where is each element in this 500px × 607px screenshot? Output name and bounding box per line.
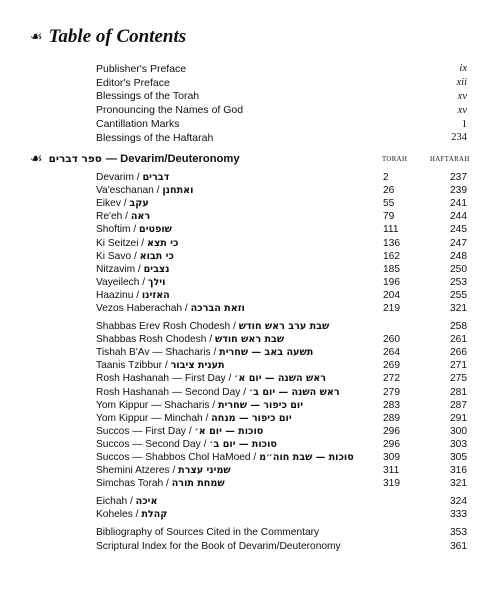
- torah-page: 264: [383, 347, 400, 359]
- toc-label-english: Yom Kippur — Shacharis /: [96, 399, 216, 411]
- toc-row: [96, 386, 467, 399]
- haftarah-page: 275: [450, 373, 467, 385]
- haftarah-page: 271: [450, 360, 467, 372]
- toc-label-english: Rosh Hashanah — Second Day /: [96, 386, 247, 398]
- toc-row: [96, 236, 467, 249]
- front-matter-row: [96, 131, 467, 145]
- toc-row: [96, 210, 467, 223]
- toc-row: [96, 184, 467, 197]
- torah-page: 79: [383, 211, 395, 223]
- toc-label-english: Tishah B'Av — Shacharis /: [96, 347, 217, 359]
- toc-label-hebrew: עקב: [129, 198, 149, 210]
- toc-label-hebrew: נצבים: [143, 263, 170, 275]
- toc-label-english: Koheles /: [96, 509, 139, 521]
- toc-label-hebrew: קהלת: [141, 509, 168, 521]
- torah-page: 26: [383, 185, 395, 197]
- torah-page: 196: [383, 276, 400, 288]
- toc-label: [96, 251, 381, 262]
- torah-page: 269: [383, 360, 400, 372]
- toc-label-english: Shabbas Erev Rosh Chodesh /: [96, 321, 236, 333]
- toc-label-english: Shabbas Rosh Chodesh /: [96, 334, 213, 346]
- page-title: Table of Contents: [48, 26, 187, 47]
- toc-label-hebrew: איכה: [135, 496, 158, 508]
- haftarah-page: 245: [450, 224, 467, 236]
- toc-label-english: Eikev /: [96, 198, 127, 210]
- haftarah-page: 281: [450, 386, 467, 398]
- torah-page: 319: [383, 478, 400, 490]
- toc-row: [96, 359, 467, 372]
- haftarah-page: 261: [450, 334, 467, 346]
- toc-label-english: Bibliography of Sources Cited in the Commentary: [96, 527, 320, 539]
- toc-row: [96, 425, 467, 438]
- toc-label-english: Scriptural Index for the Book of Devarim/Deuteronomy: [96, 540, 341, 552]
- toc-row: [96, 451, 467, 464]
- toc-label-english: Devarim /: [96, 172, 140, 184]
- toc-row: [96, 346, 467, 359]
- toc-label-english: Vayeilech /: [96, 276, 146, 288]
- toc-row: [96, 171, 467, 184]
- toc-row: [96, 540, 467, 553]
- column-header-torah: TORAH: [382, 156, 408, 163]
- toc-label-english: Ki Seitzei /: [96, 237, 145, 249]
- toc-label-hebrew: שופטים: [139, 224, 172, 236]
- toc-label-english: Ki Savo /: [96, 250, 137, 262]
- toc-label-english: Re'eh /: [96, 211, 128, 223]
- toc-label: [96, 238, 381, 249]
- torah-page: 2: [383, 172, 389, 184]
- torah-page: 311: [383, 465, 400, 477]
- toc-row: [96, 289, 467, 302]
- toc-label-hebrew: וילך: [147, 276, 166, 288]
- toc-label-hebrew: וזאת הברכה: [190, 302, 245, 314]
- toc-label-english: Haazinu /: [96, 289, 140, 301]
- toc-label-hebrew: כי תבוא: [139, 250, 174, 262]
- torah-page: 283: [383, 399, 400, 411]
- toc-label: [96, 478, 381, 489]
- fleuron-icon: ☙: [30, 151, 43, 167]
- toc-label: [96, 303, 381, 314]
- toc-row: [96, 320, 467, 333]
- toc-label-hebrew: סוכות — יום ב׳: [209, 438, 277, 450]
- torah-page: 111: [383, 224, 399, 236]
- toc-label: [96, 426, 381, 437]
- toc-label-hebrew: שמיני עצרת: [178, 465, 231, 477]
- haftarah-page: 316: [450, 465, 467, 477]
- front-matter-list: [96, 62, 467, 145]
- haftarah-page: 258: [450, 321, 467, 333]
- title-row: [30, 26, 186, 48]
- toc-label: [96, 509, 381, 520]
- toc-label: [96, 439, 381, 450]
- toc-label: [96, 413, 381, 424]
- toc-label-hebrew: שמחת תורה: [171, 478, 225, 490]
- toc-row: [96, 464, 467, 477]
- toc-label-english: Succos — Shabbos Chol HaMoed /: [96, 452, 257, 464]
- toc-label: [96, 465, 381, 476]
- front-matter-label: Blessings of the Torah: [96, 90, 200, 103]
- toc-label-hebrew: יום כיפור — שחרית: [217, 399, 304, 411]
- toc-label: [96, 198, 381, 209]
- toc-label-english: Vezos Haberachah /: [96, 302, 188, 314]
- haftarah-page: 300: [450, 425, 467, 437]
- toc-label-hebrew: סוכות — יום א׳: [194, 425, 264, 437]
- haftarah-page: 255: [450, 289, 467, 301]
- parashah-list: [96, 171, 467, 553]
- torah-page: 55: [383, 198, 395, 210]
- torah-page: 136: [383, 237, 400, 249]
- haftarah-page: 239: [450, 185, 467, 197]
- front-matter-label: Blessings of the Haftarah: [96, 131, 214, 144]
- toc-label-english: Va'eschanan /: [96, 185, 160, 197]
- toc-row: [96, 508, 467, 521]
- toc-row: [96, 438, 467, 451]
- toc-row: [96, 250, 467, 263]
- haftarah-page: 248: [450, 250, 467, 262]
- haftarah-page: 305: [450, 452, 467, 464]
- toc-label: [96, 347, 381, 358]
- fleuron-icon: ☙: [30, 29, 43, 45]
- front-matter-label: Pronouncing the Names of God: [96, 104, 244, 117]
- haftarah-page: 333: [450, 509, 467, 521]
- toc-label: [96, 387, 381, 398]
- toc-row: [96, 412, 467, 425]
- toc-label-english: Rosh Hashanah — First Day /: [96, 373, 232, 385]
- haftarah-page: 321: [450, 302, 467, 314]
- toc-label-hebrew: כי תצא: [146, 237, 179, 249]
- torah-page: 279: [383, 386, 400, 398]
- haftarah-page: 247: [450, 237, 467, 249]
- toc-label-hebrew: שבת ראש חודש: [214, 334, 285, 346]
- torah-page: 204: [383, 289, 400, 301]
- front-matter-page: 1: [461, 118, 467, 130]
- column-header-haftarah: HAFTARAH: [430, 156, 470, 163]
- toc-row: [96, 477, 467, 490]
- torah-page: 272: [383, 373, 400, 385]
- toc-label: [96, 277, 381, 288]
- toc-label: [96, 264, 381, 275]
- haftarah-page: 321: [450, 478, 467, 490]
- toc-label: [96, 334, 381, 345]
- toc-label: [96, 496, 381, 507]
- torah-page: 296: [383, 425, 400, 437]
- toc-label-english: Succos — First Day /: [96, 425, 192, 437]
- front-matter-row: [96, 62, 467, 76]
- toc-label: [96, 452, 381, 463]
- toc-row: [96, 223, 467, 236]
- front-matter-row: [96, 117, 467, 131]
- toc-label-hebrew: סוכות — שבת חוה״מ: [259, 452, 354, 464]
- toc-row: [96, 333, 467, 346]
- section-heading-hebrew: ספר דברים: [48, 153, 102, 165]
- haftarah-page: 361: [450, 540, 467, 552]
- toc-row: [96, 263, 467, 276]
- toc-label-hebrew: ראש השנה — יום ב׳: [248, 386, 340, 398]
- toc-label-english: Eichah /: [96, 496, 133, 508]
- toc-label: [96, 172, 381, 183]
- toc-label-hebrew: תשעה באב — שחרית: [219, 347, 314, 359]
- front-matter-page: ix: [459, 63, 467, 75]
- toc-row: [96, 495, 467, 508]
- front-matter-page: xv: [457, 90, 467, 102]
- toc-label: [96, 321, 381, 332]
- toc-label-hebrew: תענית ציבור: [170, 360, 225, 372]
- toc-label-english: Nitzavim /: [96, 263, 141, 275]
- haftarah-page: 266: [450, 347, 467, 359]
- toc-label-english: Simchas Torah /: [96, 478, 169, 490]
- haftarah-page: 291: [450, 412, 467, 424]
- front-matter-row: [96, 76, 467, 90]
- front-matter-page: xv: [457, 104, 467, 116]
- toc-label-english: Taanis Tzibbur /: [96, 360, 168, 372]
- toc-label: [96, 290, 381, 301]
- haftarah-page: 324: [450, 496, 467, 508]
- toc-row: [96, 399, 467, 412]
- toc-label: [96, 527, 381, 538]
- front-matter-label: Editor's Preface: [96, 76, 170, 89]
- front-matter-row: [96, 90, 467, 104]
- toc-label: [96, 185, 381, 196]
- haftarah-page: 287: [450, 399, 467, 411]
- toc-label-english: Succos — Second Day /: [96, 438, 207, 450]
- toc-label-hebrew: שבת ערב ראש חודש: [238, 321, 330, 333]
- toc-label: [96, 541, 381, 552]
- toc-row: [96, 372, 467, 385]
- front-matter-page: 234: [451, 132, 467, 144]
- haftarah-page: 237: [450, 172, 467, 184]
- toc-label-english: Yom Kippur — Minchah /: [96, 412, 209, 424]
- torah-page: 289: [383, 412, 400, 424]
- front-matter-row: [96, 103, 467, 117]
- front-matter-page: xii: [456, 77, 467, 89]
- toc-label-hebrew: ראש השנה — יום א׳: [234, 373, 327, 385]
- toc-label-hebrew: דברים: [142, 172, 170, 184]
- haftarah-page: 244: [450, 211, 467, 223]
- toc-label: [96, 360, 381, 371]
- torah-page: 309: [383, 452, 400, 464]
- haftarah-page: 353: [450, 527, 467, 539]
- toc-label-english: Shoftim /: [96, 224, 137, 236]
- torah-page: 162: [383, 250, 400, 262]
- haftarah-page: 253: [450, 276, 467, 288]
- toc-label-english: Shemini Atzeres /: [96, 465, 176, 477]
- haftarah-page: 250: [450, 263, 467, 275]
- toc-row: [96, 276, 467, 289]
- front-matter-label: Publisher's Preface: [96, 62, 187, 75]
- toc-row: [96, 197, 467, 210]
- toc-label: [96, 400, 381, 411]
- toc-label: [96, 211, 381, 222]
- toc-row: [96, 526, 467, 539]
- toc-label-hebrew: האזינו: [141, 289, 170, 301]
- toc-label: [96, 224, 381, 235]
- torah-page: 296: [383, 438, 400, 450]
- front-matter-label: Cantillation Marks: [96, 118, 180, 131]
- toc-label-hebrew: ואתחנן: [162, 185, 194, 197]
- toc-label-hebrew: יום כיפור — מנחה: [211, 412, 292, 424]
- torah-page: 260: [383, 334, 400, 346]
- toc-label-hebrew: ראה: [130, 211, 151, 223]
- haftarah-page: 303: [450, 438, 467, 450]
- torah-page: 185: [383, 263, 400, 275]
- haftarah-page: 241: [450, 198, 467, 210]
- toc-label: [96, 373, 381, 384]
- toc-row: [96, 302, 467, 315]
- section-heading-english: — Devarim/Deuteronomy: [105, 153, 240, 165]
- torah-page: 219: [383, 302, 400, 314]
